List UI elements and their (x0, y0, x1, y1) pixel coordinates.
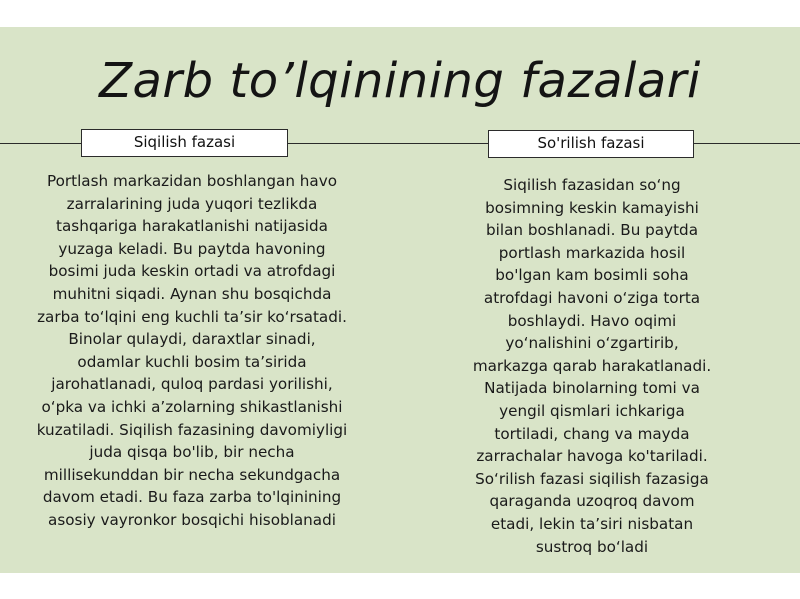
label-suction-phase: So'rilish fazasi (488, 130, 694, 158)
label-compression-phase: Siqilish fazasi (81, 129, 288, 157)
compression-phase-text: Portlash markazidan boshlangan havo zarralarining juda yuqori tezlikda tashqariga harakatlanishi natijasida yuzaga keladi. Bu paytda havoning bosimi juda keskin ortadi va atrofdagi muhitni siqadi. Aynan shu bosqichda zarba to‘lqini eng kuchli ta’sir ko‘rsatadi. Binolar qulaydi, daraxtlar sinadi, odamlar kuchli bosim ta’sirida jarohatlanadi, quloq pardasi yorilishi, o‘pka va ichki a’zolarning shikastlanishi kuzatiladi. Siqilish fazasining davomiyligi juda qisqa bo'lib, bir necha millisekunddan bir necha sekundgacha davom etadi. Bu faza zarba to'lqinining asosiy vayronkor bosqichi hisoblanadi (36, 172, 348, 529)
suction-phase-text: Siqilish fazasidan so‘ng bosimning keskin kamayishi bilan boshlanadi. Bu paytda portlash markazida hosil bo'lgan kam bosimli soha atrofdagi havoni o‘ziga torta boshlaydi. Havo oqimi yo‘nalishini o‘zgartirib, markazga qarab harakatlanadi. Natijada binolarning tomi va yengil qismlari ichkariga tortiladi, chang va mayda zarrachalar havoga ko'tariladi. So‘rilish fazasi siqilish fazasiga qaraganda uzoqroq davom etadi, lekin ta’siri nisbatan sustroq bo‘ladi (472, 176, 712, 556)
slide-title: Zarb to’lqinining fazalari (99, 53, 701, 109)
slide (0, 27, 800, 573)
